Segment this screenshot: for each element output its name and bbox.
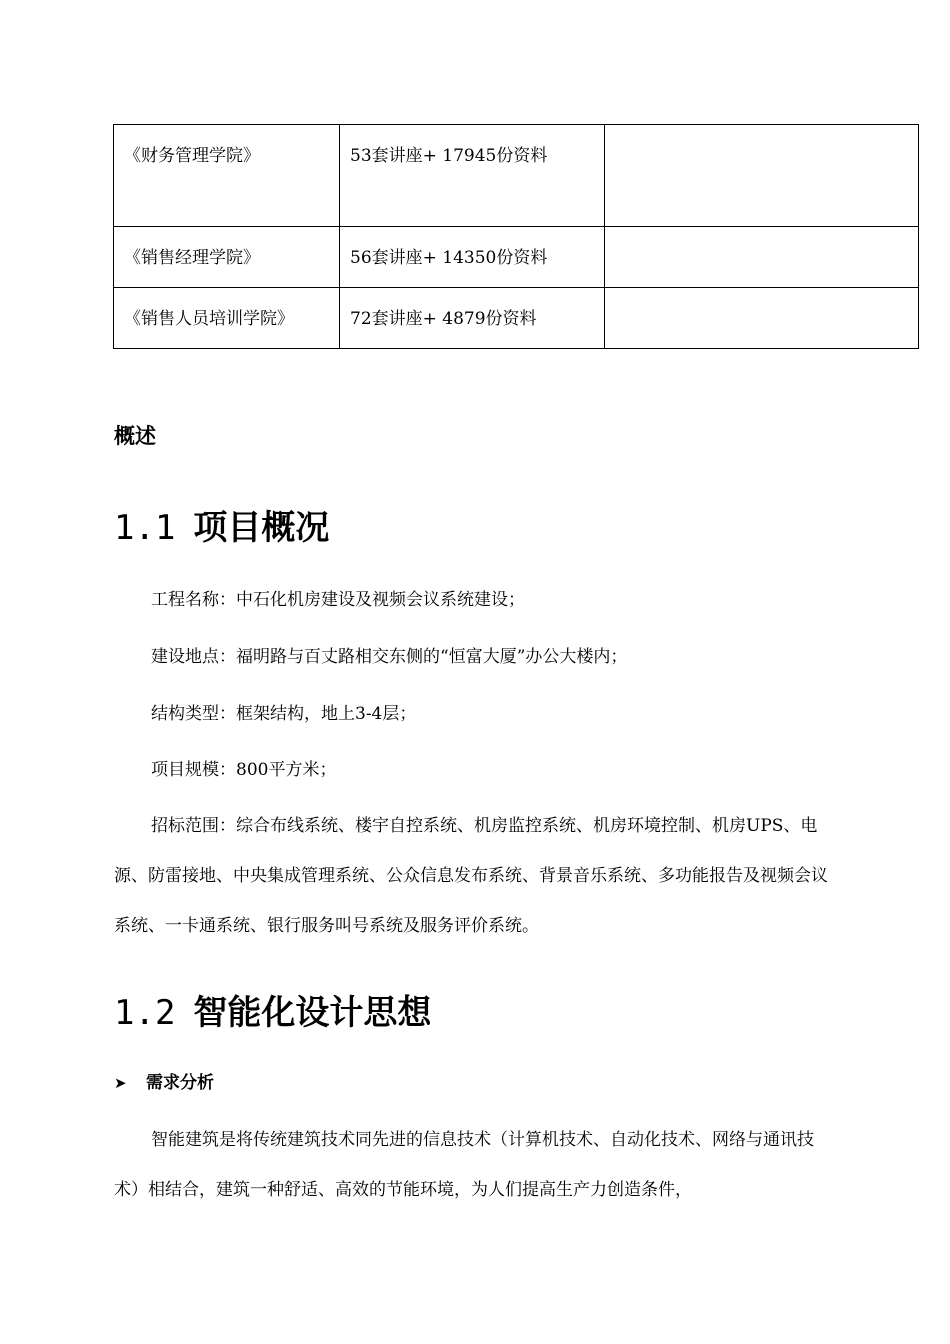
project-location-line: 建设地点：福明路与百丈路相交东侧的“恒富大厦”办公大楼内；: [151, 647, 628, 667]
bullet-label: 需求分析: [146, 1073, 214, 1093]
arrow-bullet-icon: ➤: [114, 1074, 127, 1092]
overview-heading: 概述: [114, 424, 156, 448]
table-cell-content: 53套讲座+ 17945份资料: [340, 125, 605, 227]
table-row: [114, 288, 919, 349]
section-title: 项目概况: [193, 508, 330, 548]
table-row: [114, 125, 919, 227]
bullet-item: [114, 1068, 214, 1093]
bid-scope-paragraph: 招标范围：综合布线系统、楼宇自控系统、机房监控系统、机房环境控制、机房UPS、电源、防雷接地、中央集成管理系统、公众信息发布系统、背景音乐系统、多功能报告及视频会议系统、一卡通系统、银行服务叫号系统及服务评价系统。: [114, 816, 828, 936]
resource-table: [113, 124, 919, 349]
project-scale-line: 项目规模：800平方米；: [151, 760, 337, 780]
table-cell-note: [605, 288, 919, 349]
table-cell-content: 56套讲座+ 14350份资料: [340, 227, 605, 288]
section-number: 1.2: [114, 993, 176, 1033]
requirements-paragraph: 智能建筑是将传统建筑技术同先进的信息技术（计算机技术、自动化技术、网络与通讯技术）相结合，建筑一种舒适、高效的节能环境，为人们提高生产力创造条件，: [114, 1130, 814, 1200]
section-number: 1.1: [114, 508, 176, 548]
table-cell-name: 《财务管理学院》: [114, 125, 340, 227]
table-cell-content: 72套讲座+ 4879份资料: [340, 288, 605, 349]
table-cell-name: 《销售人员培训学院》: [114, 288, 340, 349]
section-heading-1-2: [114, 985, 431, 1034]
table-row: [114, 227, 919, 288]
table-cell-note: [605, 125, 919, 227]
project-structure-line: 结构类型：框架结构，地上3-4层；: [151, 704, 417, 724]
section-title: 智能化设计思想: [193, 993, 432, 1033]
project-name-line: 工程名称：中石化机房建设及视频会议系统建设；: [151, 590, 525, 610]
table-cell-name: 《销售经理学院》: [114, 227, 340, 288]
table-cell-note: [605, 227, 919, 288]
section-heading-1-1: [114, 500, 329, 549]
